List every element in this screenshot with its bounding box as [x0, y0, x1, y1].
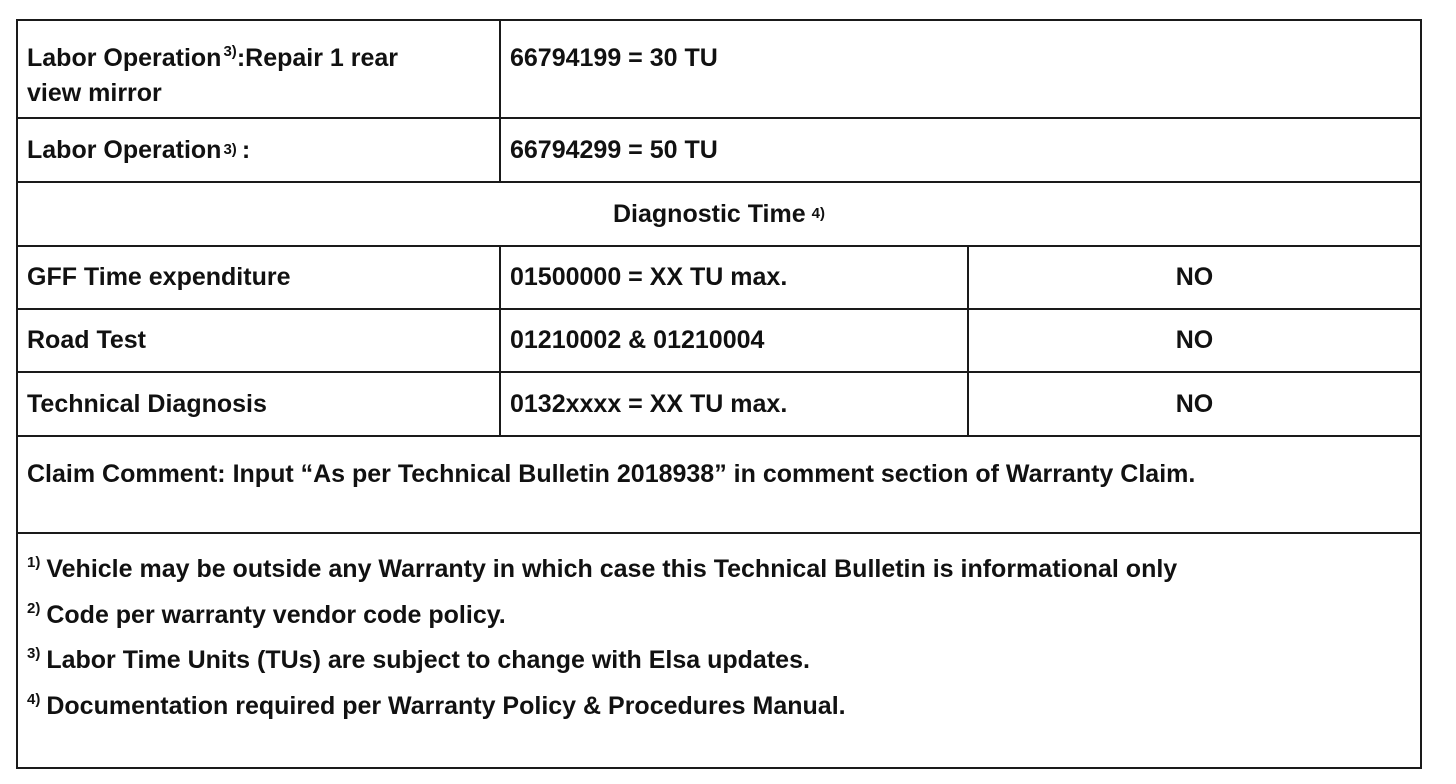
gff-time-status: NO [1175, 263, 1214, 291]
gff-time-row [18, 247, 1420, 310]
labor-operation-label-1: Labor Operation $^{3)}$:Repair 1 rear view mirror [18, 21, 501, 117]
footnote-3: $^{3)}$ Labor Time Units (TUs) are subject to change with Elsa updates. [27, 645, 810, 674]
road-test-label: Road Test [18, 310, 501, 371]
road-test-status: NO [1175, 326, 1214, 354]
footnote-4: $^{4)}$ Documentation required per Warranty Policy & Procedures Manual. [27, 690, 846, 720]
claim-comment-row [18, 437, 1420, 534]
technical-diagnosis-label: Technical Diagnosis [18, 373, 501, 435]
technical-diagnosis-status: NO [1175, 389, 1214, 418]
warranty-table [16, 19, 1422, 769]
diagnostic-time-title: Diagnostic Time 4) [613, 199, 825, 228]
footnote-1: $^{1)}$ Vehicle may be outside any Warranty in which case this Technical Bulletin is informational only [27, 554, 1178, 583]
footnotes [18, 534, 1420, 767]
technical-diagnosis-row [18, 373, 1420, 437]
labor-operation-row-1 [18, 21, 1420, 119]
footnote-2: $^{2)}$ Code per warranty vendor code policy. [27, 599, 506, 629]
technical-diagnosis-code: 0132xxxx = XX TU max. [501, 373, 969, 435]
road-test-row [18, 310, 1420, 373]
road-test-code: 01210002 & 01210004 [501, 310, 969, 371]
labor-operation-row-2 [18, 119, 1420, 183]
labor-operation-value-2: 66794299 = 50 TU [510, 135, 718, 164]
labor-operation-label-2: Labor Operation 3) : [18, 119, 501, 181]
gff-time-label: GFF Time expenditure [18, 247, 501, 308]
labor-operation-value-1: 66794199 = 30 TU [510, 44, 718, 72]
diagnostic-time-header [18, 183, 1420, 247]
claim-comment-text: Claim Comment: Input “As per Technical Bulletin 2018938” in comment section of Warranty Claim. [27, 460, 1196, 488]
gff-time-code: 01500000 = XX TU max. [501, 247, 969, 308]
